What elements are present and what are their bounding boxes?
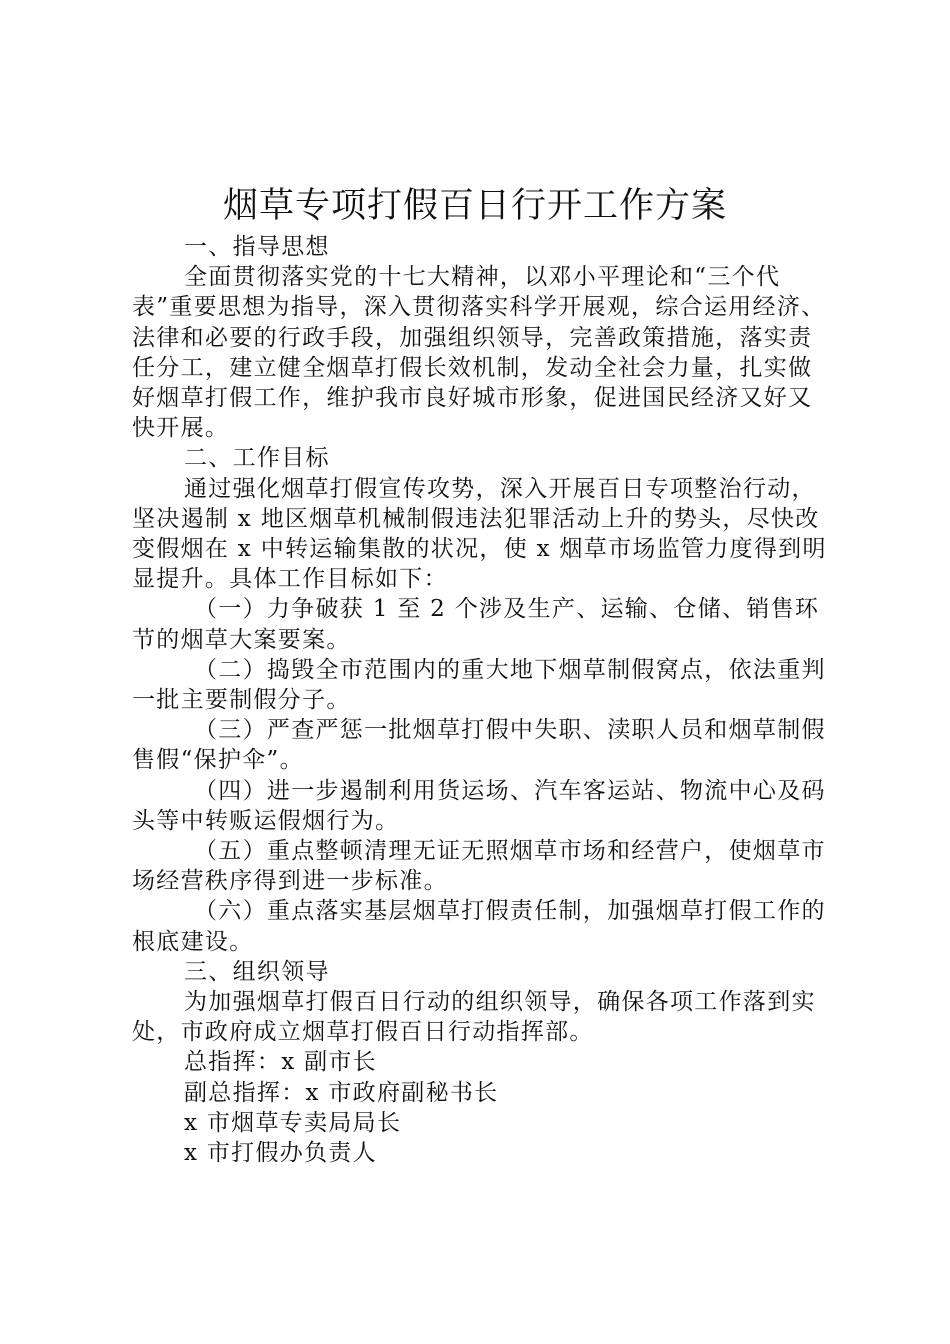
section-heading-organization: 三、组织领导 bbox=[184, 958, 330, 985]
goal-item-4: （四）进一步遏制利用货运场、汽车客运站、物流中心及码头等中转贩运假烟行为。 bbox=[132, 777, 826, 834]
section-heading-work-goals: 二、工作目标 bbox=[184, 445, 330, 472]
section-heading-guiding-ideology: 一、指导思想 bbox=[184, 234, 330, 260]
deputy-commander-line: 副总指挥：x 市政府副秘书长 bbox=[184, 1079, 499, 1106]
document-title: 烟草专项打假百日行开工作方案 bbox=[222, 186, 727, 226]
goal-item-5: （五）重点整顿清理无证无照烟草市场和经营户，使烟草市场经营秩序得到进一步标准。 bbox=[132, 838, 826, 895]
paragraph-guiding-ideology: 全面贯彻落实党的十七大精神，以邓小平理论和“三个代表”重要思想为指导，深入贯彻落实科学开展观，综合运用经济、法律和必要的行政手段，加强组织领导，完善政策措施，落实责任分工，建立健全烟草打假长效机制，发动全社会力量，扎实做好烟草打假工作，维护我市良好城市形象，促进国民经济又好又快开展。 bbox=[132, 264, 826, 442]
deputy-commander-line-3: x 市打假办负责人 bbox=[184, 1140, 377, 1167]
paragraph-organization: 为加强烟草打假百日行动的组织领导，确保各项工作落到实处，市政府成立烟草打假百日行动指挥部。 bbox=[132, 989, 816, 1046]
goal-item-2: （二）捣毁全市范围内的重大地下烟草制假窝点，依法重判一批主要制假分子。 bbox=[132, 656, 826, 714]
paragraph-work-goals: 通过强化烟草打假宣传攻势，深入开展百日专项整治行动，坚决遏制 x 地区烟草机械制假违法犯罪活动上升的势头，尽快改变假烟在 x 中转运输集散的状况，使 x 烟草市场监管力度得到明显提升。具体工作目标如下： bbox=[132, 475, 827, 593]
goal-item-1: （一）力争破获 1 至 2 个涉及生产、运输、仓储、销售环节的烟草大案要案。 bbox=[132, 596, 820, 653]
goal-item-3: （三）严查严惩一批烟草打假中失职、渎职人员和烟草制假售假“保护伞”。 bbox=[132, 717, 826, 774]
document-body bbox=[132, 232, 832, 1168]
deputy-commander-line-2: x 市烟草专卖局局长 bbox=[184, 1109, 402, 1136]
commander-line: 总指挥：x 副市长 bbox=[184, 1049, 377, 1076]
goal-item-6: （六）重点落实基层烟草打假责任制，加强烟草打假工作的根底建设。 bbox=[132, 898, 826, 955]
